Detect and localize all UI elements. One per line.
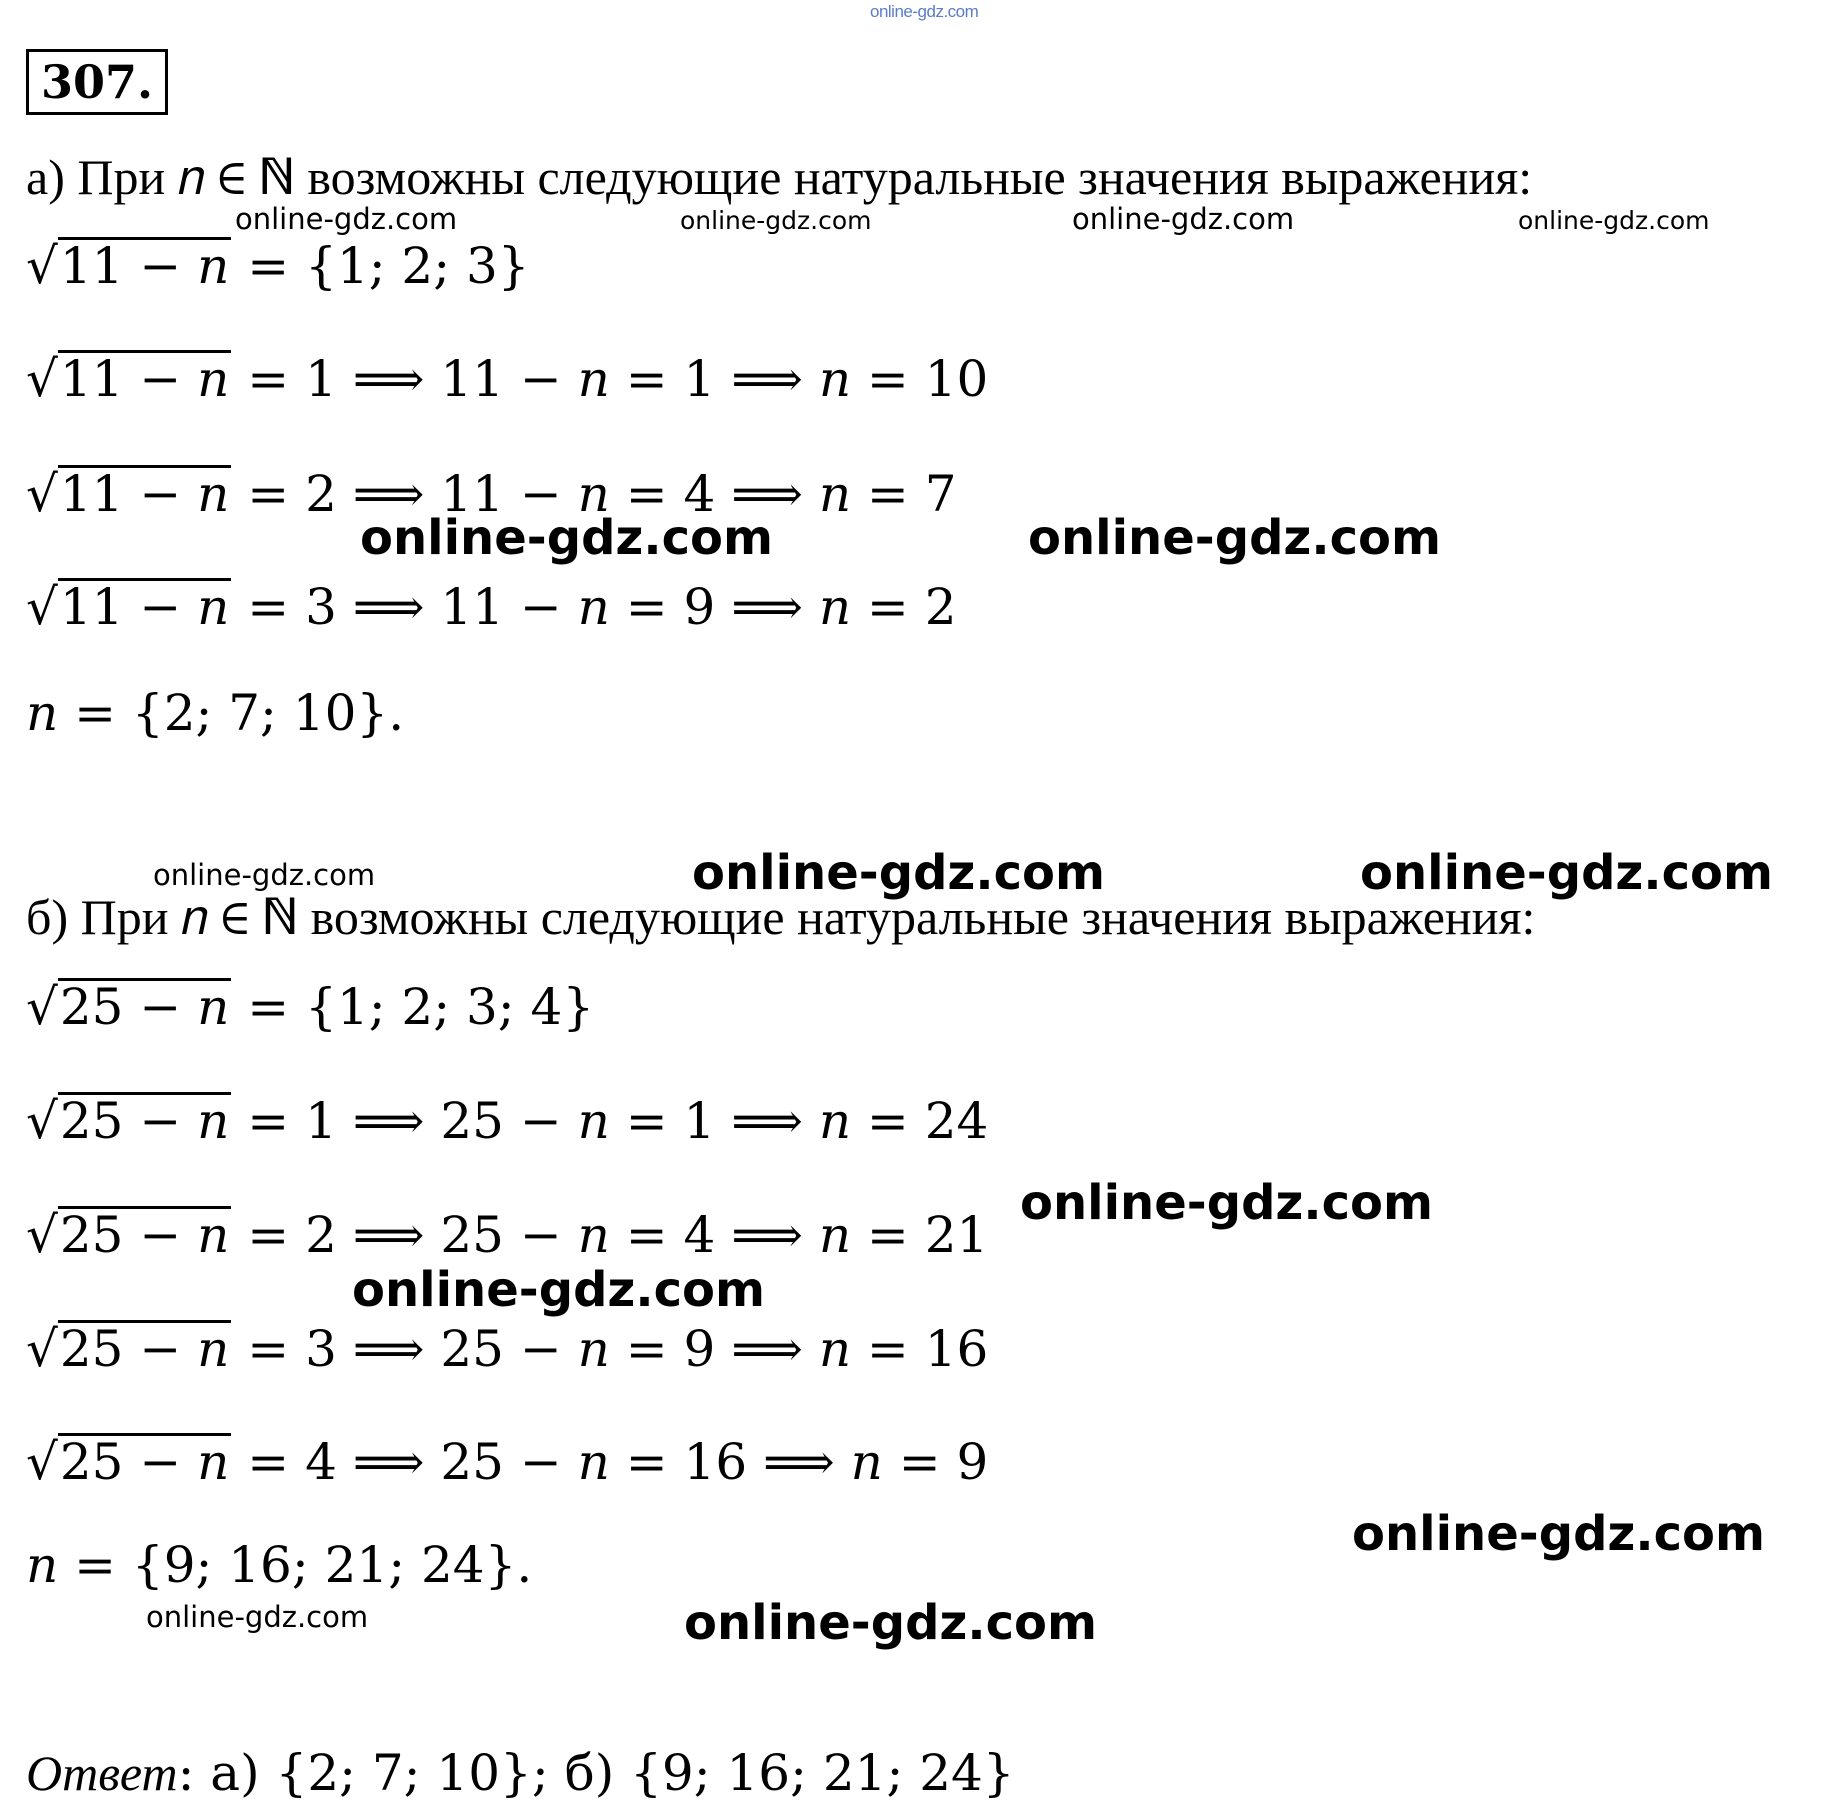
part-a-set-line	[26, 237, 530, 293]
watermark: online-gdz.com	[153, 858, 376, 892]
radicand: 11 − 𝑛	[59, 350, 230, 408]
watermark: online-gdz.com	[1028, 510, 1442, 566]
sqrt-sign-icon: √	[26, 1320, 58, 1378]
watermark: online-gdz.com	[1072, 202, 1295, 236]
radicand: 11 − 𝑛	[59, 465, 230, 523]
rhs: = 2 ⟹ 25 − 𝑛 = 4 ⟹ 𝑛 = 21	[231, 1206, 989, 1264]
answer-label: Ответ	[26, 1745, 178, 1801]
part-a-intro: а) При 𝑛 ∈ ℕ возможны следующие натуральные значения выражения:	[26, 149, 1533, 205]
watermark: online-gdz.com	[1352, 1506, 1766, 1562]
answer-text: : а) {2; 7; 10}; б) {9; 16; 21; 24}	[177, 1744, 1015, 1802]
watermark: online-gdz.com	[684, 1595, 1098, 1651]
watermark: online-gdz.com	[235, 202, 458, 236]
radicand: 11 − 𝑛	[59, 237, 230, 295]
part-a-result: 𝑛 = {2; 7; 10}.	[26, 684, 405, 742]
part-b-step-1	[26, 1092, 988, 1148]
rhs: = {1; 2; 3}	[231, 237, 530, 295]
radicand: 25 − 𝑛	[59, 1206, 230, 1264]
radicand: 25 − 𝑛	[59, 1433, 230, 1491]
rhs: = 3 ⟹ 11 − 𝑛 = 9 ⟹ 𝑛 = 2	[231, 578, 957, 636]
part-b-intro: б) При 𝑛 ∈ ℕ возможны следующие натуральные значения выражения:	[26, 889, 1536, 945]
sqrt-sign-icon: √	[26, 237, 58, 295]
watermark: online-gdz.com	[680, 206, 872, 235]
rhs: = 3 ⟹ 25 − 𝑛 = 9 ⟹ 𝑛 = 16	[231, 1320, 989, 1378]
watermark: online-gdz.com	[692, 845, 1106, 901]
sqrt-sign-icon: √	[26, 978, 58, 1036]
part-b-step-3	[26, 1320, 988, 1376]
part-b-step-4	[26, 1433, 988, 1489]
watermark: online-gdz.com	[146, 1600, 369, 1634]
rhs: = 2 ⟹ 11 − 𝑛 = 4 ⟹ 𝑛 = 7	[231, 465, 957, 523]
part-b-step-2	[26, 1206, 988, 1262]
part-b-result: 𝑛 = {9; 16; 21; 24}.	[26, 1536, 533, 1594]
watermark: online-gdz.com	[352, 1262, 766, 1318]
sqrt-sign-icon: √	[26, 1433, 58, 1491]
radicand: 25 − 𝑛	[59, 1092, 230, 1150]
top-site-mark: online-gdz.com	[870, 2, 979, 21]
radicand: 25 − 𝑛	[59, 1320, 230, 1378]
rhs: = 1 ⟹ 25 − 𝑛 = 1 ⟹ 𝑛 = 24	[231, 1092, 989, 1150]
watermark: online-gdz.com	[360, 510, 774, 566]
rhs: = 4 ⟹ 25 − 𝑛 = 16 ⟹ 𝑛 = 9	[231, 1433, 989, 1491]
radicand: 11 − 𝑛	[59, 578, 230, 636]
sqrt-sign-icon: √	[26, 465, 58, 523]
sqrt-sign-icon: √	[26, 1206, 58, 1264]
radicand: 25 − 𝑛	[59, 978, 230, 1036]
answer-line	[26, 1744, 1015, 1802]
watermark: online-gdz.com	[1518, 206, 1710, 235]
problem-number: 307.	[26, 49, 168, 115]
sqrt-sign-icon: √	[26, 350, 58, 408]
watermark: online-gdz.com	[1360, 845, 1774, 901]
watermark: online-gdz.com	[1020, 1175, 1434, 1231]
part-b-set-line	[26, 978, 594, 1034]
sqrt-sign-icon: √	[26, 1092, 58, 1150]
rhs: = 1 ⟹ 11 − 𝑛 = 1 ⟹ 𝑛 = 10	[231, 350, 989, 408]
rhs: = {1; 2; 3; 4}	[231, 978, 595, 1036]
sqrt-sign-icon: √	[26, 578, 58, 636]
part-a-step-1	[26, 350, 988, 406]
part-a-step-3	[26, 578, 957, 634]
